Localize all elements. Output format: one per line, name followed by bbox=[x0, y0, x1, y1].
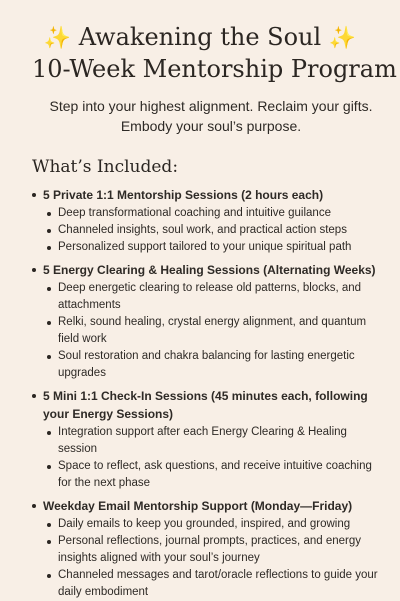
list-item: Channeled insights, soul work, and practical action steps bbox=[43, 222, 382, 239]
list-item: Relki, sound healing, crystal energy alignment, and quantum field work bbox=[43, 314, 382, 348]
tagline: Step into your highest alignment. Reclaim your gifts. Embody your soul’s purpose. bbox=[49, 98, 373, 134]
sparkle-right-icon: ✨ bbox=[328, 26, 357, 51]
group-title: 5 Mini 1:1 Check-In Sessions (45 minutes each, following your Energy Sessions) bbox=[43, 389, 368, 421]
program-title: Awakening the Soul bbox=[78, 23, 322, 51]
sub-list bbox=[43, 205, 382, 256]
sparkle-left-icon: ✨ bbox=[43, 26, 72, 51]
group-mentorship-sessions bbox=[32, 186, 382, 256]
title-line-1 bbox=[18, 22, 382, 54]
sub-list bbox=[43, 516, 382, 601]
list-item: Deep energetic clearing to release old patterns, blocks, and attachments bbox=[43, 280, 382, 314]
list-item: Personal reflections, journal prompts, practices, and energy insights aligned with your soul’s journey bbox=[43, 533, 382, 567]
group-energy-clearing bbox=[32, 261, 382, 382]
whats-included-heading: What’s Included: bbox=[32, 157, 179, 177]
list-item: Integration support after each Energy Clearing & Healing session bbox=[43, 424, 382, 458]
group-check-in-sessions bbox=[32, 387, 382, 492]
list-item: Space to reflect, ask questions, and receive intuitive coaching for the next phase bbox=[43, 458, 382, 492]
sub-list bbox=[43, 280, 382, 382]
group-title: 5 Private 1:1 Mentorship Sessions (2 hours each) bbox=[43, 188, 324, 202]
list-item: Daily emails to keep you grounded, inspired, and growing bbox=[43, 516, 382, 533]
program-subtitle-title: 10-Week Mentorship Program bbox=[32, 55, 397, 83]
group-email-support bbox=[32, 497, 382, 601]
list-item: Soul restoration and chakra balancing for lasting energetic upgrades bbox=[43, 348, 382, 382]
list-item: Personalized support tailored to your unique spiritual path bbox=[43, 239, 382, 256]
group-title: Weekday Email Mentorship Support (Monday—Friday) bbox=[43, 499, 353, 513]
list-item: Deep transformational coaching and intuitive guilance bbox=[43, 205, 382, 222]
included-list bbox=[32, 186, 382, 601]
group-title: 5 Energy Clearing & Healing Sessions (Alternating Weeks) bbox=[43, 263, 376, 277]
sub-list bbox=[43, 424, 382, 492]
list-item: Channeled messages and tarot/oracle reflections to guide your daily embodiment bbox=[43, 567, 382, 601]
